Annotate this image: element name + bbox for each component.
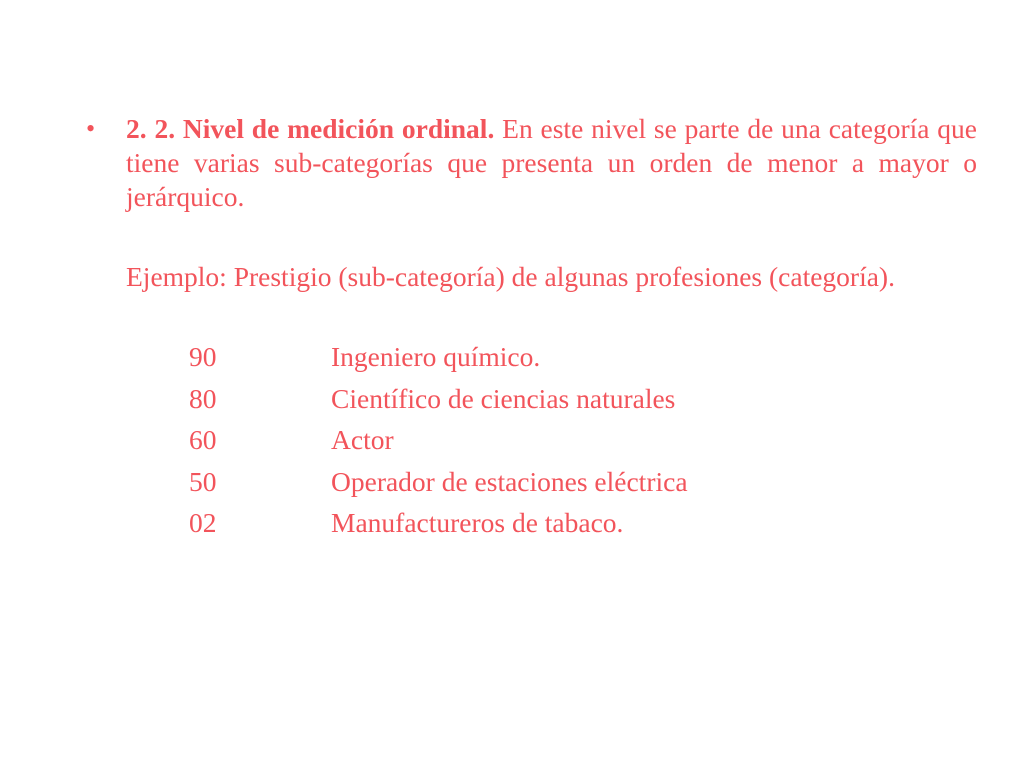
ranking-score: 60 [189, 424, 217, 455]
ranking-score: 50 [189, 465, 217, 497]
ranking-score: 02 [189, 507, 217, 538]
ranking-row [126, 502, 977, 544]
ranking-score: 80 [189, 382, 217, 414]
prestige-ranking-list [126, 336, 977, 544]
ranking-row [126, 461, 977, 503]
definition-paragraph [126, 112, 977, 214]
ranking-profession: Científico de ciencias naturales [331, 382, 676, 414]
ranking-profession: Ingeniero químico. [331, 341, 541, 372]
ranking-row [126, 336, 977, 378]
ranking-row [126, 378, 977, 420]
ranking-profession: Manufactureros de tabaco. [331, 507, 624, 538]
example-text: Ejemplo: Prestigio (sub-categoría) de algunas profesiones (categoría). [126, 261, 895, 292]
ranking-profession: Actor [331, 424, 394, 455]
definition-text: En este nivel se parte de una categoría que tiene varias sub-categorías que presenta un orden de menor a mayor o jerárquico. [126, 113, 977, 212]
ranking-row [126, 419, 977, 461]
ranking-profession: Operador de estaciones eléctrica [331, 465, 688, 497]
slide-content [126, 112, 977, 544]
ranking-score: 90 [189, 341, 217, 372]
section-heading: 2. 2. Nivel de medición ordinal. [126, 113, 495, 144]
bullet-marker: • [86, 114, 96, 143]
